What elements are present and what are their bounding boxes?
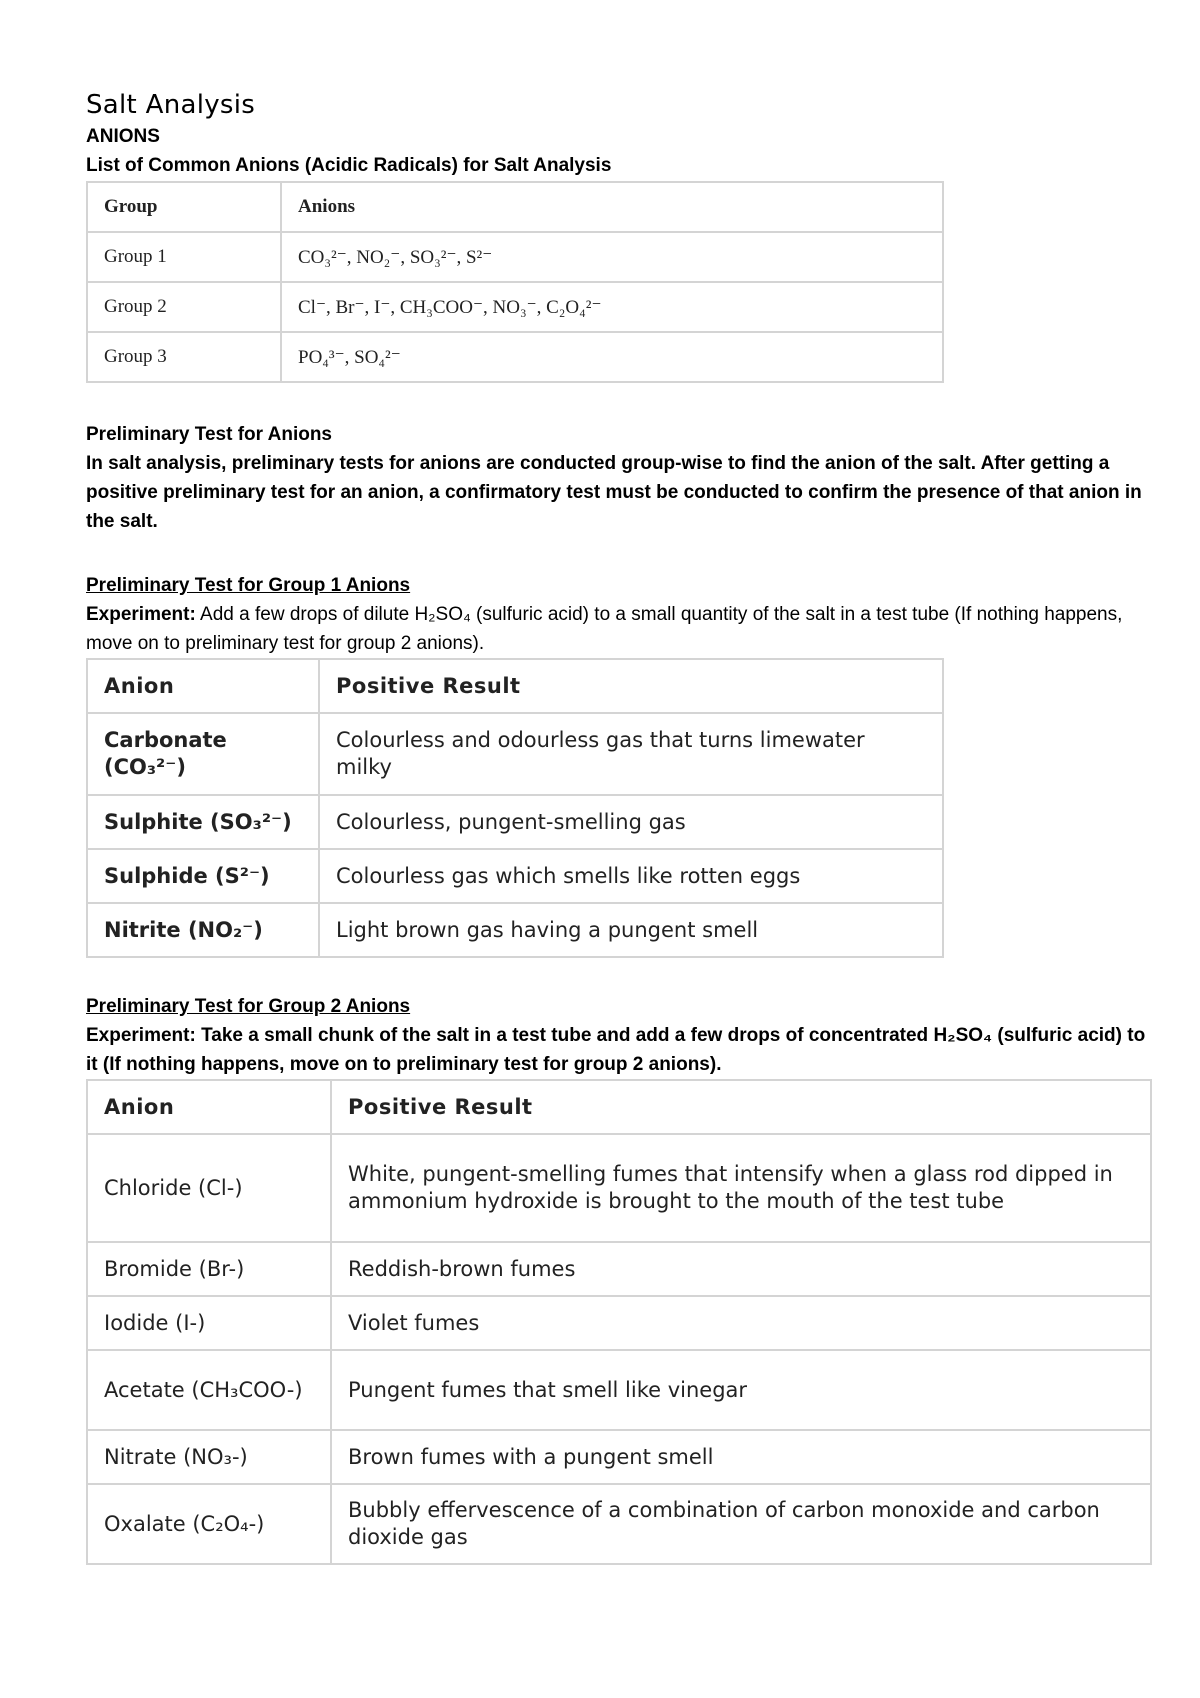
- group1-table: [86, 658, 944, 958]
- anions-cell: PO₄³⁻, SO₄²⁻: [281, 332, 943, 382]
- table-row: [87, 795, 943, 849]
- anion-cell: Acetate (CH₃COO-): [87, 1350, 331, 1430]
- anions-heading: ANIONS: [86, 126, 160, 147]
- document-title: Salt Analysis: [86, 90, 256, 120]
- group1-experiment: [86, 600, 1146, 658]
- group1-heading: Preliminary Test for Group 1 Anions: [86, 575, 411, 596]
- result-cell: White, pungent-smelling fumes that intensify when a glass rod dipped in ammonium hydroxide is brought to the mouth of the test tube: [331, 1134, 1151, 1242]
- table-row: [87, 332, 943, 382]
- table-row: [87, 849, 943, 903]
- groups-table: [86, 181, 944, 383]
- group-cell: Group 1: [87, 232, 281, 282]
- result-cell: Light brown gas having a pungent smell: [319, 903, 943, 957]
- document-page: [86, 88, 1146, 1565]
- anion-cell: Sulphite (SO₃²⁻): [87, 795, 319, 849]
- experiment-text: Take a small chunk of the salt in a test tube and add a few drops of concentrated H₂SO₄ (sulfuric acid) to it (If nothing happens, move on to preliminary test for group 2 anions).: [86, 1025, 1146, 1075]
- preliminary-heading: Preliminary Test for Anions: [86, 424, 332, 445]
- header-cell-result: Positive Result: [319, 659, 943, 713]
- list-heading: List of Common Anions (Acidic Radicals) for Salt Analysis: [86, 155, 612, 176]
- table-header-row: [87, 182, 943, 232]
- table-row: [87, 1296, 1151, 1350]
- result-cell: Violet fumes: [331, 1296, 1151, 1350]
- table-row: [87, 1242, 1151, 1296]
- experiment-label: Experiment:: [86, 604, 196, 625]
- table-row: [87, 232, 943, 282]
- anion-cell: Nitrite (NO₂⁻): [87, 903, 319, 957]
- result-cell: Colourless and odourless gas that turns limewater milky: [319, 713, 943, 795]
- table-header-row: [87, 1080, 1151, 1134]
- anion-cell: Chloride (Cl-): [87, 1134, 331, 1242]
- result-cell: Reddish-brown fumes: [331, 1242, 1151, 1296]
- group-cell: Group 3: [87, 332, 281, 382]
- group2-experiment: [86, 1021, 1146, 1079]
- table-row: [87, 1484, 1151, 1564]
- table-row: [87, 1430, 1151, 1484]
- table-row: [87, 282, 943, 332]
- result-cell: Colourless gas which smells like rotten eggs: [319, 849, 943, 903]
- anions-cell: Cl⁻, Br⁻, I⁻, CH₃COO⁻, NO₃⁻, C₂O₄²⁻: [281, 282, 943, 332]
- group2-heading: Preliminary Test for Group 2 Anions: [86, 996, 411, 1017]
- table-row: [87, 1134, 1151, 1242]
- table-header-row: [87, 659, 943, 713]
- anions-cell: CO₃²⁻, NO₂⁻, SO₃²⁻, S²⁻: [281, 232, 943, 282]
- result-cell: Brown fumes with a pungent smell: [331, 1430, 1151, 1484]
- table-row: [87, 713, 943, 795]
- header-cell-anions: Anions: [281, 182, 943, 232]
- table-row: [87, 903, 943, 957]
- header-cell-anion: Anion: [87, 659, 319, 713]
- anion-cell: Nitrate (NO₃-): [87, 1430, 331, 1484]
- preliminary-text: In salt analysis, preliminary tests for anions are conducted group-wise to find the anion of the salt. After getting a positive preliminary test for an anion, a confirmatory test must be conducted to confirm the presence of that anion in the salt.: [86, 453, 1142, 532]
- result-cell: Pungent fumes that smell like vinegar: [331, 1350, 1151, 1430]
- table-row: [87, 1350, 1151, 1430]
- experiment-label: Experiment:: [86, 1025, 196, 1046]
- anion-cell: Oxalate (C₂O₄-): [87, 1484, 331, 1564]
- result-cell: Colourless, pungent-smelling gas: [319, 795, 943, 849]
- group-cell: Group 2: [87, 282, 281, 332]
- anion-cell: Sulphide (S²⁻): [87, 849, 319, 903]
- experiment-text: Add a few drops of dilute H₂SO₄ (sulfuric acid) to a small quantity of the salt in a test tube (If nothing happens, move on to preliminary test for group 2 anions).: [86, 604, 1123, 654]
- anion-cell: Iodide (I-): [87, 1296, 331, 1350]
- header-cell-group: Group: [87, 182, 281, 232]
- result-cell: Bubbly effervescence of a combination of carbon monoxide and carbon dioxide gas: [331, 1484, 1151, 1564]
- anion-cell: Carbonate (CO₃²⁻): [87, 713, 319, 795]
- header-cell-result: Positive Result: [331, 1080, 1151, 1134]
- header-cell-anion: Anion: [87, 1080, 331, 1134]
- anion-cell: Bromide (Br-): [87, 1242, 331, 1296]
- group2-table: [86, 1079, 1152, 1565]
